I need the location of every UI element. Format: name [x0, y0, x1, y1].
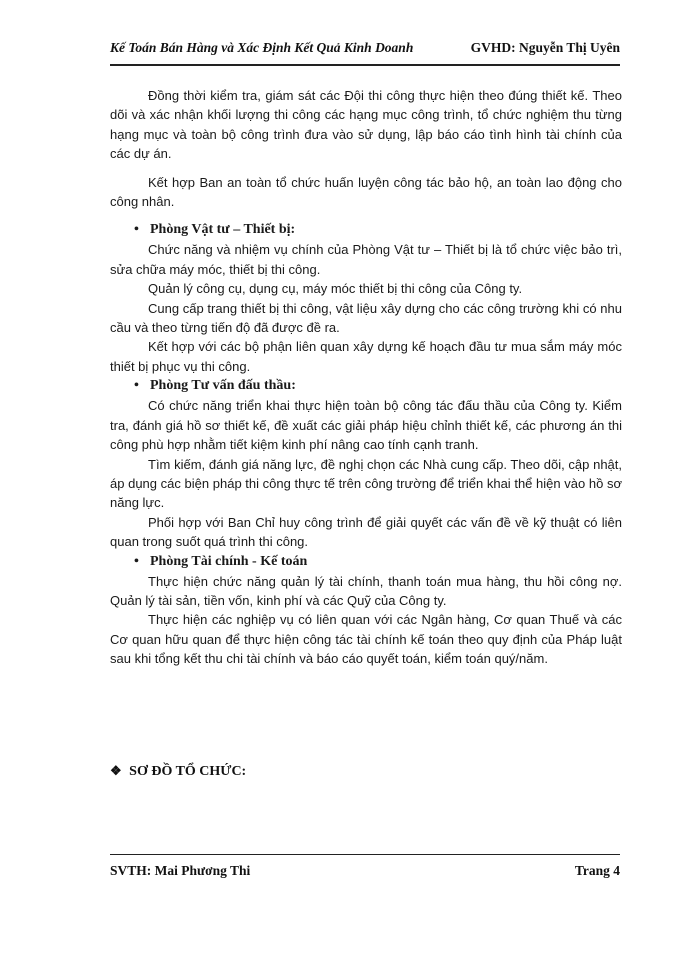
paragraph: Có chức năng triển khai thực hiện toàn bộ công tác đấu thầu của Công ty. Kiểm tra, đánh giá hồ sơ thiết kế, đề xuất các giải pháp hiệu chỉnh thiết kế, các phương án thi công phù hợp nhằm tiết kiệm kinh phí nâng cao tính cạnh tranh.: [110, 398, 622, 453]
diamond-bullet-icon: ❖: [110, 763, 122, 778]
paragraph: Thực hiện các nghiệp vụ có liên quan với các Ngân hàng, Cơ quan Thuế và các Cơ quan hữu quan để thực hiện công tác tài chính kế toán theo quy định của Pháp luật sau khi tổng kết thu chi tài chính và báo cáo quyết toán, kiểm toán quý/năm.: [110, 612, 622, 667]
page-footer: [110, 854, 620, 884]
bullet-heading-tai-chinh: [110, 552, 622, 572]
section-heading: [110, 763, 246, 780]
paragraph: Cung cấp trang thiết bị thi công, vật liệu xây dựng cho các công trường khi có nhu cầu và theo từng tiến độ đã được đề ra.: [110, 300, 622, 336]
bullet-icon: •: [134, 378, 139, 394]
student-name: SVTH: Mai Phương Thi: [110, 863, 251, 878]
document-title: Kế Toán Bán Hàng và Xác Định Kết Quả Kinh Doanh: [110, 40, 414, 55]
page-number: Trang 4: [574, 863, 620, 878]
advisor-name: GVHD: Nguyễn Thị Uyên: [470, 40, 620, 55]
page-body: [110, 86, 622, 669]
bullet-icon: •: [134, 553, 139, 569]
paragraph: Phối hợp với Ban Chỉ huy công trình để giải quyết các vấn đề về kỹ thuật có liên quan trong suốt quá trình thi công.: [110, 514, 622, 550]
paragraph: Kết hợp Ban an toàn tổ chức huấn luyện công tác bảo hộ, an toàn lao động cho công nhân.: [110, 174, 622, 210]
bullet-icon: •: [134, 222, 139, 238]
paragraph: Đồng thời kiểm tra, giám sát các Đội thi công thực hiện theo đúng thiết kế. Theo dõi và xác nhận khối lượng thi công các hạng mục công trình, tổ chức nghiệm thu từng hạng mục và toàn bộ công trình đưa vào sử dụng, lập báo cáo tình hình tài chính của các dự án.: [110, 88, 622, 162]
section-heading-label: SƠ ĐỒ TỔ CHỨC:: [129, 764, 247, 779]
page-header: [110, 36, 620, 66]
paragraph: Tìm kiếm, đánh giá năng lực, đề nghị chọn các Nhà cung cấp. Theo dõi, cập nhật, áp dụng các biện pháp thi công thực tế trên công trường để triển khai thể hiện vào hồ sơ năng lực.: [110, 456, 622, 511]
bullet-heading-vat-tu: [110, 220, 622, 240]
paragraph: Thực hiện chức năng quản lý tài chính, thanh toán mua hàng, thu hồi công nợ. Quản lý tài sản, tiền vốn, kinh phí và các Quỹ của Công ty.: [110, 573, 622, 608]
bullet-heading-label: Phòng Tư vấn đấu thầu:: [150, 378, 296, 394]
paragraph: Chức năng và nhiệm vụ chính của Phòng Vật tư – Thiết bị là tổ chức việc bảo trì, sửa chữa máy móc, thiết bị thi công.: [110, 242, 622, 277]
bullet-heading-label: Phòng Tài chính - Kế toán: [150, 553, 308, 569]
paragraph: Quản lý công cụ, dụng cụ, máy móc thiết bị thi công của Công ty.: [148, 281, 523, 297]
bullet-heading-label: Phòng Vật tư – Thiết bị:: [150, 222, 296, 238]
paragraph: Kết hợp với các bộ phận liên quan xây dựng kế hoạch đầu tư mua sắm máy móc thiết bị phục vụ thi công.: [110, 339, 622, 374]
bullet-heading-dau-thau: [110, 376, 622, 396]
